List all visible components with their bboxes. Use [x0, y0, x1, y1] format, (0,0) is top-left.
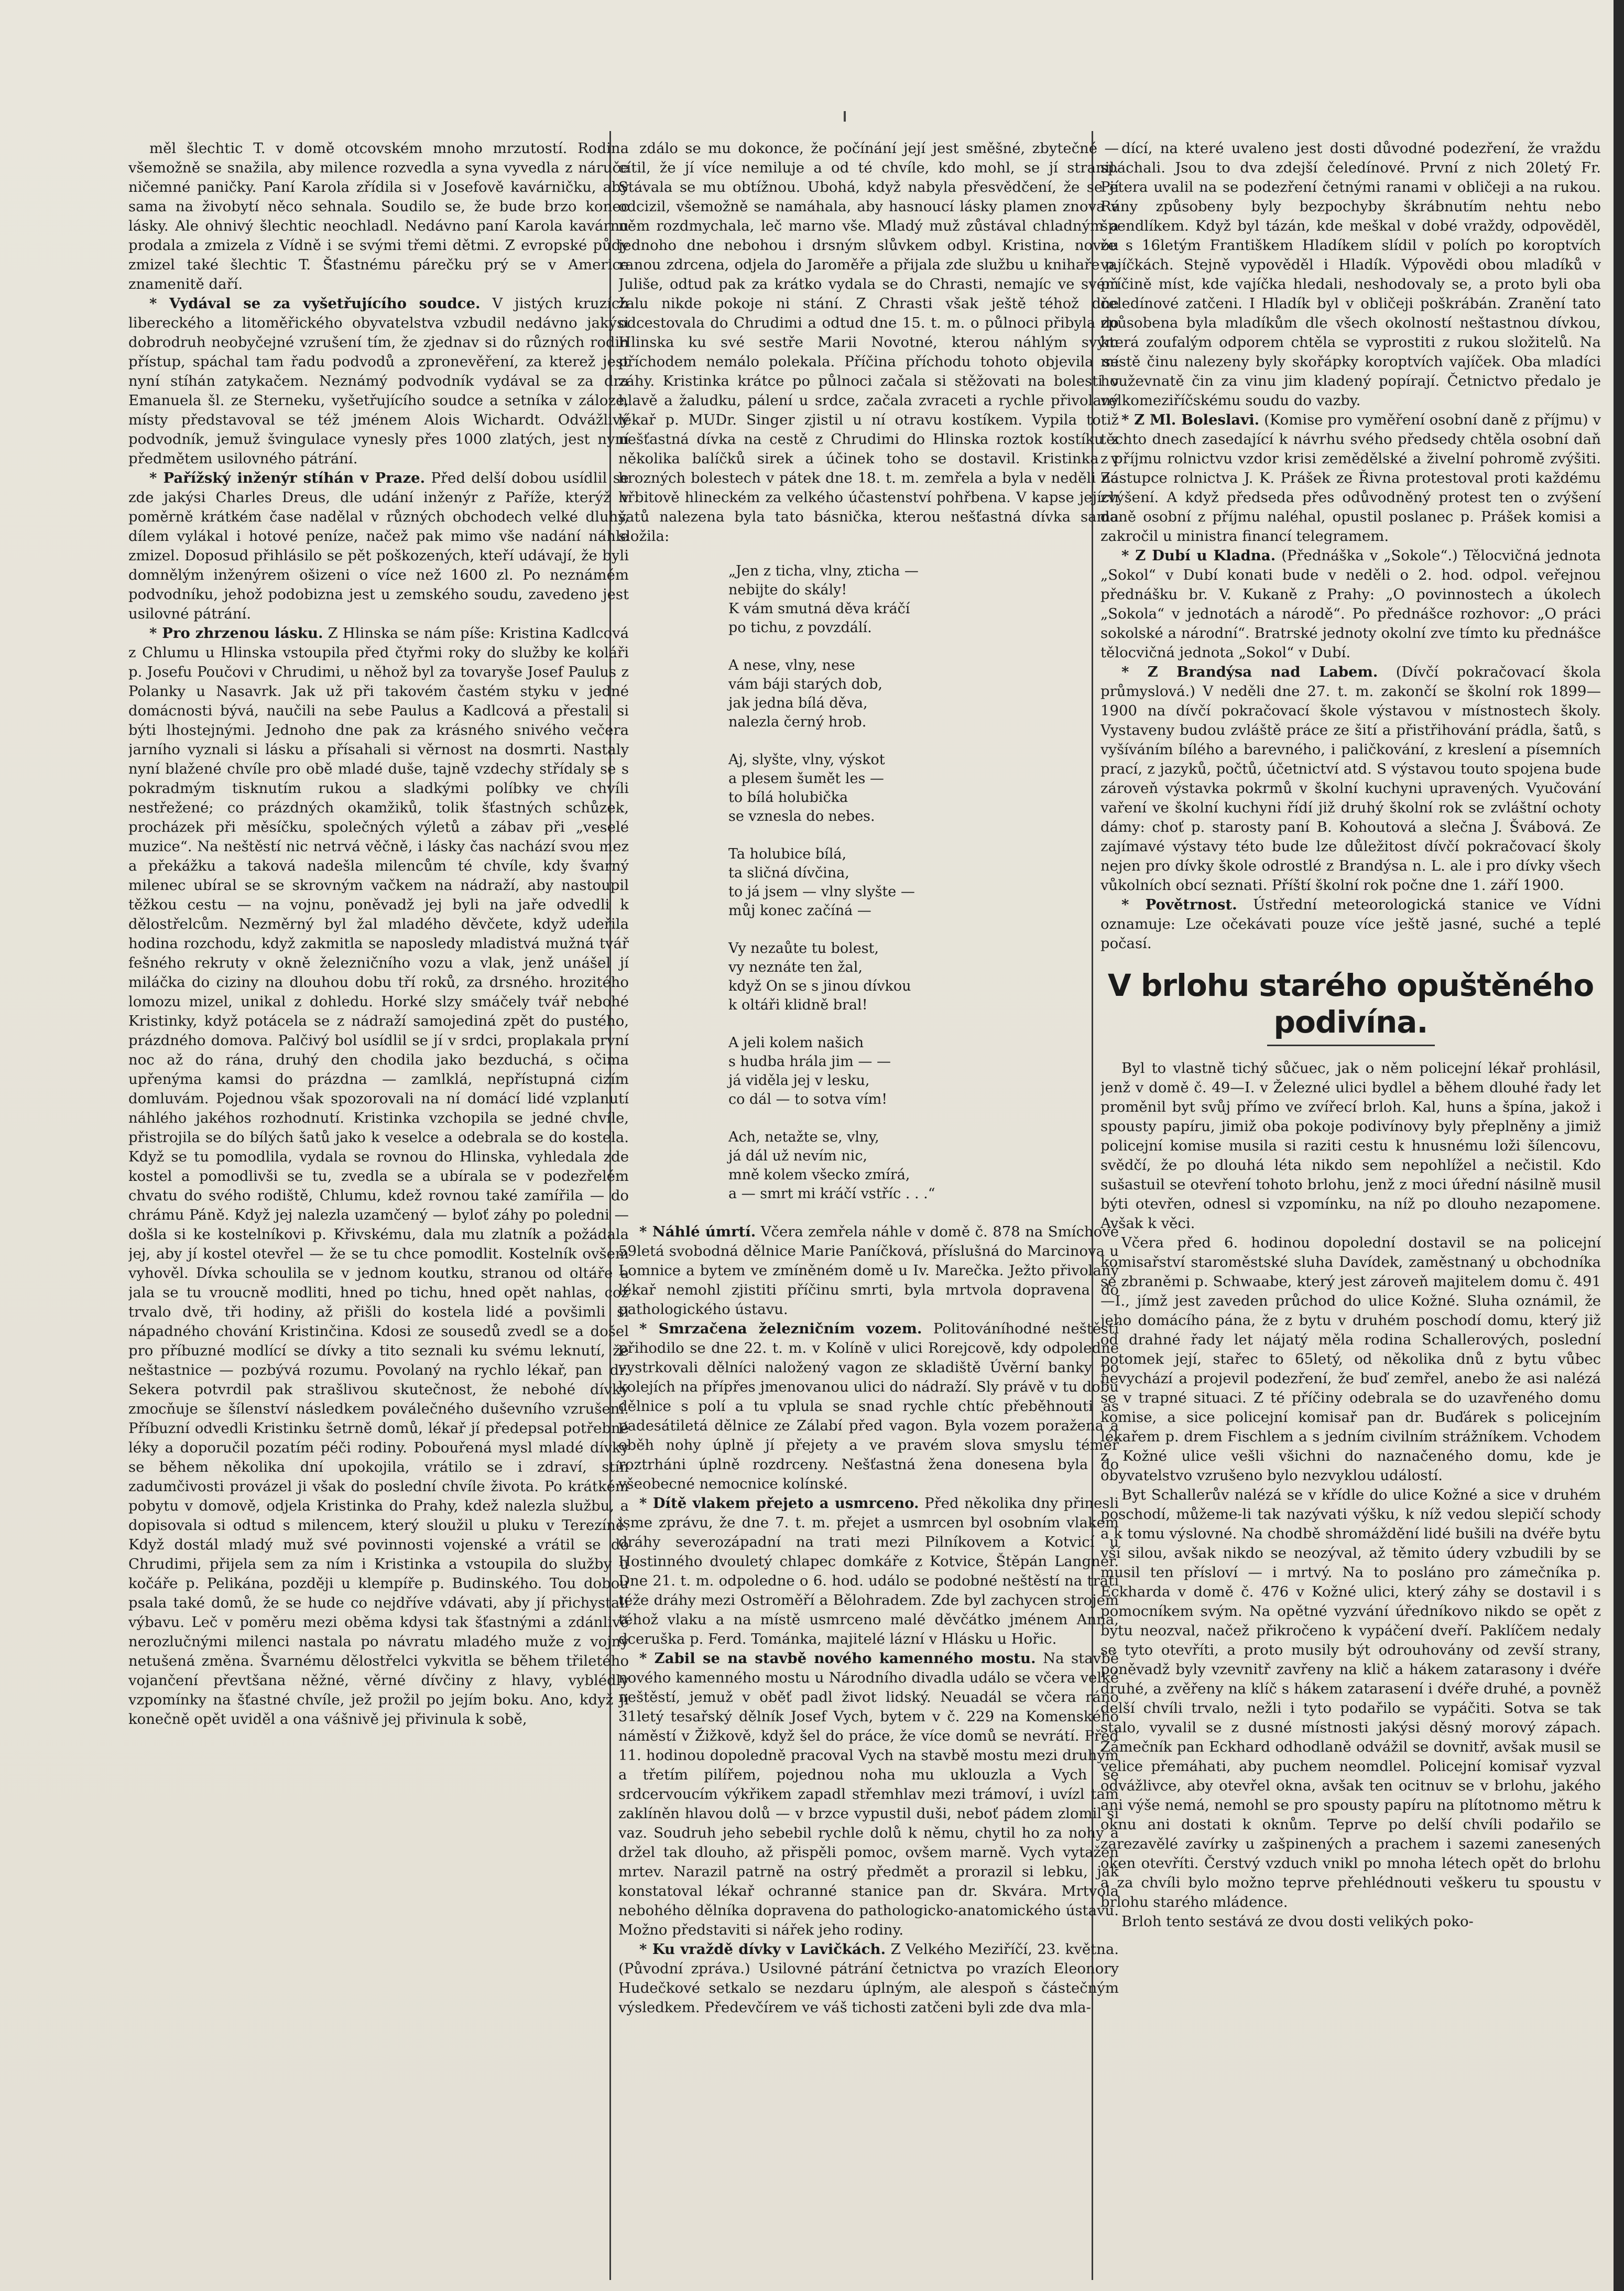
poem-line: A jeli kolem našich: [728, 1035, 864, 1051]
poem-stanza: [728, 1034, 1119, 1109]
article-paragraph: [618, 1319, 1119, 1494]
poem-line: já dál už nevím nic,: [728, 1148, 868, 1164]
article-text: V jistých kruzích libereckého a litoměřického obyvatelstva vzbudil nedávno jakýsi dobrodruh neobyčejné vzrušení tím, že zjednav si do různých rodin přístup, spáchal tam řadu podvodů a zpronevěření, za kterež jest nyní stíhán zatykačem. Neznámý podvodník vydával se za dra Emanuela šl. ze Sterneku, vyšetřujícího soudce a setníka v záloze, místy představoval se též jménem Alois Wichardt. Odvážlivý podvodník, jemuž švingulace vynesly přes 1000 zlatých, jest nyní předmětem usilovného pátrání.: [128, 295, 629, 467]
article-paragraph: [1100, 1485, 1601, 1912]
poem-line: Aj, slyšte, vlny, výskot: [728, 752, 885, 768]
poem-line: s hudba hrála jim — —: [728, 1054, 891, 1070]
column-1: [128, 139, 629, 2277]
poem-line: já viděla jej v lesku,: [728, 1072, 870, 1089]
article-paragraph: [1100, 1912, 1601, 1931]
article-heading: * Dítě vlakem přejeto a usmrceno.: [639, 1495, 919, 1512]
article-heading: * Ku vraždě dívky v Lavičkách.: [639, 1941, 886, 1958]
article-text: Politováníhodné neštěstí přihodilo se dne 22. t. m. v Kolíně v ulici Rorejcově, kdy odpoledne vystrkovali dělníci naložený vagon ze skladiště Úvěrní banky po kolejích na přípřes jmenovanou ulici do nádraží. Sly právě v tu dobu dělnice s polí a tu vplula se snad rychle chtíc přeběhnouti as padesátiletá dělnice ze Zálabí před vagon. Byla vozem poražena a oběh nohy úplně jí přejety a ve pravém slova smyslu téměř roztrháni úplně rozdrceny. Nešťastná žena donesena byla do všeobecné nemocnice kolínské.: [618, 1320, 1119, 1492]
article-heading: * Smrzačena železničním vozem.: [639, 1320, 922, 1337]
article-text: Před několika dny přinesli jsme zprávu, že dne 7. t. m. přejet a usmrcen byl osobním vlakem dráhy severozápadní na trati mezi Pilníkovem a Kotvicí u Hostinného dvouletý chlapec domkáře z Kotvice, Štěpán Langner. Dne 21. t. m. odpoledne o 6. hod. událo se podobné neštěstí na trati téže dráhy mezi Ostroměří a Bělohradem. Zde byl zachycen strojem téhož vlaku a na místě usmrceno malé děvčátko jménem Anna, dceruška p. Ferd. Tománka, majitelé lázní v Hlásku u Hořic.: [618, 1495, 1119, 1647]
poem-line: „Jen z ticha, vlny, zticha —: [728, 563, 919, 579]
poem-stanza: [728, 751, 1119, 826]
headline-rule: [1267, 1045, 1435, 1046]
column-3: [1100, 139, 1601, 2277]
poem-line: můj konec začíná —: [728, 903, 871, 919]
article-paragraph: [128, 294, 629, 469]
poem-line: k oltáři klidně bral!: [728, 997, 868, 1013]
article-heading: * Vydával se za vyšetřujícího soudce.: [149, 295, 481, 312]
headline-text: V brlohu starého opuštěného podivína.: [1107, 968, 1594, 1040]
article-paragraph: [618, 1494, 1119, 1649]
poem-line: K vám smutná děva kráčí: [728, 601, 910, 617]
column-2: [618, 139, 1119, 2277]
poem-line: Ach, netažte se, vlny,: [728, 1129, 879, 1145]
poem-line: Ta holubice bílá,: [728, 846, 847, 862]
poem-line: jak jedna bílá děva,: [728, 695, 868, 711]
article-heading: * Pro zhrzenou lásku.: [149, 625, 323, 642]
article-heading: * Náhlé úmrtí.: [639, 1223, 756, 1240]
article-heading: * Povětrnost.: [1121, 896, 1237, 913]
poem-line: mně kolem všecko zmírá,: [728, 1167, 910, 1183]
article-paragraph: [618, 139, 1119, 546]
article-text: (Přednáška v „Sokole“.) Tělocvičná jednota „Sokol“ v Dubí konati bude v neděli o 2. hod. odpol. veřejnou přednášku br. V. Kukaně z Prahy: „O povinnostech a úkolech „Sokola“ v jednotách a národě“. Po přednášce rozhovor: „O práci sokolské a národní“. Bratrské jednoty okolní zve tímto ku přednášce tělocvičná jednota „Sokol“ v Dubí.: [1100, 547, 1601, 661]
poem-line: co dál — to sotva vím!: [728, 1091, 888, 1108]
poem-line: po tichu, z povzdálí.: [728, 620, 872, 636]
poem-line: a plesem šumět les —: [728, 770, 884, 787]
article-text: dící, na které uvaleno jest dosti důvodné podezření, že vraždu spáchali. Jsou to dva zdejší čeledínové. První z nich 20letý Fr. Petera uvalil na se podezření četnými ranami v obličeji a na rukou. Rány způsobeny byly bezpochyby škrábnutím nehtu nebo špendlíkem. Když byl tázán, kde meškal v dobé vraždy, odpověděl, že s 16letým Františkem Hladíkem slídil v polích po koroptvích vajíčkách. Stejně vypověděl i Hladík. Výpovědi obou mladíků v příčině míst, kde vajíčka hledali, neshodovaly se, a proto byli oba čeledínové zatčeni. I Hladík byl v obličeji poškrábán. Zranění tato způsobena byla mladíkům dle všech okolností neštastnou dívkou, která zoufalým odporem chtěla se vyprostiti z rukou složitelů. Na místě činu nalezeny byly skořápky koroptvích vajíček. Oba mladíci houževnatě čin za vinu jim kladený popírají. Četnictvo předalo je velkomeziříčskému soudu do vazby.: [1100, 140, 1601, 409]
article-heading: * Z Brandýsa nad Labem.: [1121, 664, 1378, 680]
article-text: Před delší dobou usídlil se zde jakýsi Charles Dreus, dle udání inženýr z Paříže, kterýž v poměrně krátkém čase nadělal v různých obchodech velké dluhy, dílem vylákal i hotové peníze, načež pak mimo vše nadání náhle zmizel. Doposud přihlásilo se pět poškozených, kteří udávají, že byli domnělým inženýrem ošizeni o více než 1600 zl. Po neznámém podvodníku, jehož podobizna jest u zemského soudu, zavedeno jest usilovné pátrání.: [128, 470, 629, 622]
article-paragraph: [618, 1649, 1119, 1940]
poem-line: když On se s jinou dívkou: [728, 978, 911, 994]
article-paragraph: [618, 1940, 1119, 2017]
article-paragraph: [1100, 663, 1601, 895]
article-text: Na stavbě nového kamenného mostu u Národního divadla událo se včera velké neštěstí, jemuž v oběť padl život lidský. Neuadál se včera ráno 31letý tesařský dělník Josef Vych, bytem v č. 229 na Komenského náměstí v Žižkově, když šel do práce, že více domů se nevrátí. Před 11. hodinou dopoledně pracoval Vych na stavbě mostu mezi druhým a třetím pilířem, pojednou noha mu uklouzla a Vych se srdcervoucím výkřikem zapadl střemhlav mezi trámoví, i uvízl tam zaklíněn hlavou dolů — v brzce vypustil duši, neboť pádem zlomil si vaz. Soudruh jeho sebebil rychle dolů k němu, chytil ho za nohy a držel tak dlouho, až přispěli pomoc, ovšem marně. Vych vytažen mrtev. Narazil patrně na ostrý předmět a prorazil si lebku, jak konstatoval lékař ochranné stanice pan dr. Skvára. Mrtvola nebohého dělníka dopravena do pathologicko-anatomického ústavu. Možno představiti si nářek jeho rodiny.: [618, 1650, 1119, 1938]
article-text: měl šlechtic T. v domě otcovském mnoho mrzutostí. Rodina všemožně se snažila, aby milence rozvedla a syna vyvedla z náruče ničemné paničky. Paní Karola zřídila si v Josefově kavárničku, aby sama na živobytí něco sehnala. Soudilo se, že bude brzo konec lásky. Ale ohnivý šlechtic neochladl. Nedávno paní Karola kavárnu prodala a zmizela z Vídně i se svými třemi dětmi. Z evropské půdy zmizel také šlechtic T. Šťastnému párečku prý se v Americe znamenitě daří.: [128, 140, 629, 292]
article-paragraph: [618, 1222, 1119, 1319]
poem-line: nalezla černý hrob.: [728, 714, 867, 730]
article-paragraph: [1100, 410, 1601, 546]
poem-line: A nese, vlny, nese: [728, 657, 855, 674]
poem-line: to já jsem — vlny slyšte —: [728, 884, 915, 900]
poem-line: Vy nezaůte tu bolest,: [728, 940, 879, 957]
article-text: Ústřední meteorologická stanice ve Vídni oznamuje: Lze očekávati pouze více ještě jasné, suché a teplé počasí.: [1100, 896, 1601, 952]
article-text: Z Velkého Meziříčí, 23. května. (Původní zpráva.) Usilovné pátrání četnictva po vrazích Eleonory Hudečkové setkalo se nezdaru úplným, ale alespoň s částečným výsledkem. Předevčírem ve váš tichosti zatčeni byli zde dva mla-: [618, 1941, 1119, 2016]
article-text: Z Hlinska se nám píše: Kristina Kadlcová z Chlumu u Hlinska vstoupila před čtyřmi roky do služby ke koláři p. Josefu Poučovi v Chrudimi, u něhož byl za tovaryše Josef Paulus z Polanky u Nasavrk. Jak už při takovém častém styku v jedné domácnosti bývá, naučili na sebe Paulus a Kadlcová a přestali si býti lhostejnými. Jednoho dne pak za krásného snivého večera jarního vyznali si lásku a přísahali si věrnost na dosmrti. Nastaly nyní blažené chvíle pro obě mladé duše, tajně vzdechy střídaly se s pokradmým tisknutím rukou a sladkými políbky ve chvíli nestřežené; co prázdných okamžiků, tolik šťastných schůzek, procházek při měsíčku, společných výletů a zábav při „veselé muzice“. Na neštěstí nic netrvá věčně, i lásky čas nachází svou mez a překážku a taková nadešla milencům té chvíle, kdy švarný milenec ubíral se se skrovným vačkem na nádraží, aby nastoupil těžkou cestu — na vojnu, poněvadž jej byli na jaře odvedli k dělostřelcům. Nezměrný byl žal mladého děvčete, když udeřila hodina rozchodu, když zakmitla se naposledy mladistvá mužná tvář fešného rekruty v okně železničního vozu a vlak, jenž unášel jí miláčka do ciziny na dlouhou dobu tří roků, za drsného. hrozitého lomozu mizel, unikal z dohledu. Horké slzy smáčely tvář nebohé Kristinky, když potácela se z nádraží samojediná zpět do pustého, prázdného domova. Palčivý bol usídlil se jí v srdci, proplakala první noc až do rána, druhý den chodila jako bezduchá, s očima upřenýma kamsi do prázdna — zamlklá, nepřístupná cizím domluvám. Pojednou však spozorovali na ní domácí lidé vzplanutí náhlého jakéhos rozhodnutí. Kristinka vzchopila se jedné chvíle, přistrojila se do bílých šatů jako k veselce a odebrala se do kostela. Když se tu pomodlila, vydala se rovnou do Hlinska, vyhledala zde kostel a pomodlivši se tu, zvedla se a ubírala se v podezřelém chvatu do svého rodiště, Chlumu, kdež rovnou také zamířila — do chrámu Páně. Když jej nalezla uzamčený — byloť záhy po poledni — došla si ke kostelníkovi p. Křivskému, dala mu zlatník a požádala jej, aby jí kostel otevřel — že se tu chce pomodlit. Kostelník ovšem vyhověl. Dívka schoulila se v jednom koutku, stranou od oltáře a jala se tu vroucně modliti, hned po tichu, hned opět nahlas, což trvalo dvě, tři hodiny, až přišli do kostela lidé a povšimli si nápadného chování Kristinčina. Kdosi ze sousedů zvedl se a došel pro příbuzné modlící se dívky a tito seznali ku svému leknutí, že neštastnice — pozbývá rozumu. Povolaný na rychlo lékař, pan dr. Sekera potvrdil pak strašlivou skutečnost, že nebohé dívky zmocňuje se šílenství následkem poválečného duševního vzrušení. Příbuzní odvedli Kristinku šetrně domů, lékař jí předepsal potřebné léky a doporučil pozatím péči rodiny. Pobouřená mysl mladé dívky se během několika dní upokojila, vrátilo se i zdraví, stín zadumčivosti provázel ji však do poslední chvíle života. Po krátkém pobytu v domově, odjela Kristinka do Prahy, kdež nalezla službu, a dopisovala si odtud s milencem, který sloužil u pluku v Terezíně. Když dostál mladý muž své povinnosti vojenské a vrátil se do Chrudimi, přijela sem za ním i Kristinka a vstoupila do služby u kočáře p. Pelikána, později u klempíře p. Budinského. Tou dobou psala také domů, že se hude co nejdříve vdávati, aby jí přichystali výbavu. Leč v poměru mezi oběma kdysi tak šťastnými a zdánlivě nerozlučnými milenci nastala po návratu mladého muže z vojny netušená změna. Švarnému dělostřelci vykvitla se během třiletého vojančení převtšana něžné, věrné dívčiny z hlavy, vyblédly vzpomínky na šťastné chvíle, jež prožil po jejím boku. Ano, když ji konečně opět uviděl a ona vášnivě jej přivinula k sobě,: [128, 625, 629, 1728]
article-text: Včera zemřela náhle v domě č. 878 na Smíchově 59letá svobodná dělnice Marie Paníčková, příslušná do Marcinova u Lomnice a bytem ve zmíněném domě u Iv. Marečka. Ježto přivolaný lékař nemohl zjistiti příčinu smrti, byla mrtvola dopravena do pathologického ústavu.: [618, 1223, 1119, 1318]
article-text: zdálo se mu dokonce, že počínání její jest směšné, zbytečné — cítil, že jí více nemiluje a od té chvíle, kdo mohl, se jí stranil. Stávala se mu obtížnou. Ubohá, když nabyla přesvědčení, že se jí odcizil, všemožně se namáhala, aby hasnoucí lásky plamen znova v něm rozdmychala, leč marno vše. Mladý muž zůstával chladným a jednoho dne nebohou i drsným slůvkem odbyl. Kristina, novou ranou zdrcena, odjela do Jaroměře a přijala zde službu u knihaře p. Juliše, odtud pak za krátko vydala se do Chrasti, nemajíc ve svém žalu nikde pokoje ni stání. Z Chrasti však ještě téhož dne odcestovala do Chrudimi a odtud dne 15. t. m. o půlnoci přibyla do Hlinska ku své sestře Marii Novotné, kterou náhlým svým příchodem nemálo polekala. Příčina příchodu tohoto objevila se záhy. Kristinka krátce po půlnoci začala si stěžovati na bolesti v hlavě a žaludku, pálení u srdce, začala zvraceti a rychle přivolaný lékař p. MUDr. Singer zjistil u ní otravu kostíkem. Vypila totiž nešťastná dívka na cestě z Chrudimi do Hlinska roztok kostíku z několika balíčků sirek a účinek toho se dostavil. Kristinka v hrozných bolestech v pátek dne 18. t. m. zemřela a byla v neděli na hřbitově hlineckém za velkého účastenství pohřbena. V kapse jejích šatů nalezena byla tato básnička, kterou nešťastná dívka sama složila:: [618, 140, 1119, 545]
fold-mark: [844, 111, 846, 122]
poem-line: nebijte do skály!: [728, 582, 847, 598]
article-heading: * Z Dubí u Kladna.: [1121, 547, 1276, 564]
poem-line: vy neznáte ten žal,: [728, 959, 863, 975]
article-paragraph: [1100, 546, 1601, 663]
poem-line: vám báji starých dob,: [728, 676, 882, 692]
article-paragraph: [128, 139, 629, 294]
poem-line: se vznesla do nebes.: [728, 808, 875, 824]
article-paragraph: [1100, 1233, 1601, 1485]
poem: [728, 562, 1119, 1203]
article-text: Byl to vlastně tichý sůčuec, jak o něm policejní lékař prohlásil, jenž v domě č. 49—I. v Železné ulici bydlel a během dlouhé řady let proměnil byt svůj přímo ve zvířecí brloh. Kal, huns a špína, jakož i spousty papíru, jimiž oba pokoje podivínovy byly přeplněny a jimiž policejní komise musila si raziti cestu k hnusnému loži šílencovu, svědčí, že po dlouhá léta nikdo sem nepohlížel a nečistil. Kdo sušastuil se otevření tohoto brlohu, jenž z moci úřední násilně musil býti otevřen, odnesl si vzpomínku, na níž po dlouho nezapomene. Avšak k věci.: [1100, 1060, 1601, 1232]
poem-stanza: [728, 562, 1119, 637]
page-edge: [1614, 0, 1624, 2291]
article-heading: * Z Ml. Boleslavi.: [1121, 411, 1260, 428]
article-headline: [1100, 967, 1601, 1046]
article-heading: * Zabil se na stavbě nového kamenného mostu.: [639, 1650, 1036, 1667]
poem-line: ta sličná dívčina,: [728, 865, 849, 881]
article-paragraph: [1100, 895, 1601, 953]
article-heading: * Pařížský inženýr stíhán v Praze.: [149, 470, 426, 486]
poem-stanza: [728, 845, 1119, 920]
poem-stanza: [728, 939, 1119, 1015]
article-paragraph: [1100, 139, 1601, 410]
poem-stanza: [728, 1128, 1119, 1203]
article-text: (Komise pro vyměření osobní daně z příjmu) v těchto dnech zasedající k návrhu svého předsedy chtěla osobní daň z příjmu rolnictvu vzdor krisi zemědělské a živelní pohromě zvýšiti. Zástupce rolnictva J. K. Prášek ze Řivna protestoval proti každému zvýšení. A když předseda přes odůvodněný protest ten o zvýšení daně osobní z příjmu naléhal, opustil poslanec p. Prášek komisi a zakročil u ministra financí telegramem.: [1100, 411, 1601, 545]
article-paragraph: [1100, 1059, 1601, 1233]
poem-line: to bílá holubička: [728, 789, 848, 806]
article-text: Brloh tento sestává ze dvou dosti velikých poko-: [1121, 1913, 1474, 1930]
article-text: (Dívčí pokračovací škola průmyslová.) V neděli dne 27. t. m. zakončí se školní rok 1899—1900 na dívčí pokračovací škole výstavou v místnostech školy. Vystaveny budou zvláště práce ze šití a přistřihování prádla, šatů, s vyšíváním bílého a barevného, i paličkování, z kreslení a písemních prací, z jazyků, počtů, účetnictví atd. S výstavou touto spojena bude zároveň výstavka pokrmů v školní kuchyni upravených. Vyučování vaření ve školní kuchyni řídí již druhý školní rok se zvláštní ochoty dámy: choť p. starosty paní B. Kohoutová a slečna J. Švábová. Ze zajímavé výstavy této bude lze důležitost dívčí pokračovací školy nejen pro dívky škole odrostlé z Brandýsa n. L. ale i pro dívky všech vůkolních obcí seznati. Příští školní rok počne dne 1. září 1900.: [1100, 664, 1601, 894]
article-text: Byt Schallerův nalézá se v křídle do ulice Kožné a sice v druhém poschodí, můžeme-li tak nazývati výšku, k níž vedou slepičí schody a k tomu výslovné. Na chodbě shromáždění lidé bušili na dvéře bytu vší silou, avšak nikdo se neozýval, až těmito údery vzbudili by se musil ten přísloví — i mrtvý. Na to posláno pro zámečníka p. Eckharda v domě č. 476 v Kožné ulici, který záhy se dostavil i s pomocníkem svým. Na opětné vyzvání úředníkovo nikdo se opět z bytu neozval, načež přikročeno k vypáčení dveří. Paklíčem nedaly se tyto otevříti, a proto musily být odrouhovány od zevší strany, poněvadž byly vzevnitř zavřeny na klič a hákem zatarasony i dvéře druhé, a zvěřeny na klíč s hákem zatarasení i dvéře druhé, a povněž delší chvíli trvalo, nežli i tyto podařilo se vypáčiti. Sotva se tak stalo, vyvalil se z dusné místnosti jakýsi děsný morový zápach. Zámečník pan Eckhard odhodlaně odvážil se dovnitř, avšak musil se velice přemáhati, aby puchem neomdlel. Policejní komisař vyzval odvážlivce, aby otevřel okna, avšak ten ocitnuv se v brlohu, jakého ani výše nemá, nemohl se pro spousty papíru na plítotnomo mětru k oknu ani dostati k oknům. Teprve po delší chvíli podařilo se zarezavělé zavírky u zašpinených a prachem i sazemi zanesených oken otevříti. Čerstvý vzduch vnikl po mnoha létech opět do brlohu a za chvíli bylo možno teprve přehlédnouti veškeru tu spoustu v brlohu starého mládence.: [1100, 1486, 1601, 1910]
poem-stanza: [728, 656, 1119, 732]
article-paragraph: [128, 469, 629, 624]
poem-line: a — smrt mi kráčí vstříc . . .“: [728, 1186, 935, 1202]
article-paragraph: [128, 624, 629, 1729]
article-text: Včera před 6. hodinou dopolední dostavil se na policejní komisařství staroměstské sluha Davídek, zaměstnaný u obchodníka se zbraněmi p. Schwaabe, který jest zároveň majitelem domu č. 491—I., jímž jest zaveden průchod do ulice Kožné. Sluha oznámil, že jeho domácího pána, že z bytu v druhém poschodí domu, který již od drahné řady let nájatý měla rodina Schallerových, poslední potomek její, stařec to 65letý, od několika dnů z bytu vůbec nevychází a projevil podezření, že buď zemřel, anebo že asi nalézá se v trapné situaci. Z té příčiny odebrala se do uzavřeného domu komise, a sice policejní komisař pan dr. Buďárek s policejním lékařem p. drem Fischlem a s jedním civilním strážníkem. Vchodem z Kožné ulice vešli všichni do naznačeného domu, kde je obyvatelstvo vzrušeno bylo nezvyklou událostí.: [1100, 1234, 1601, 1484]
